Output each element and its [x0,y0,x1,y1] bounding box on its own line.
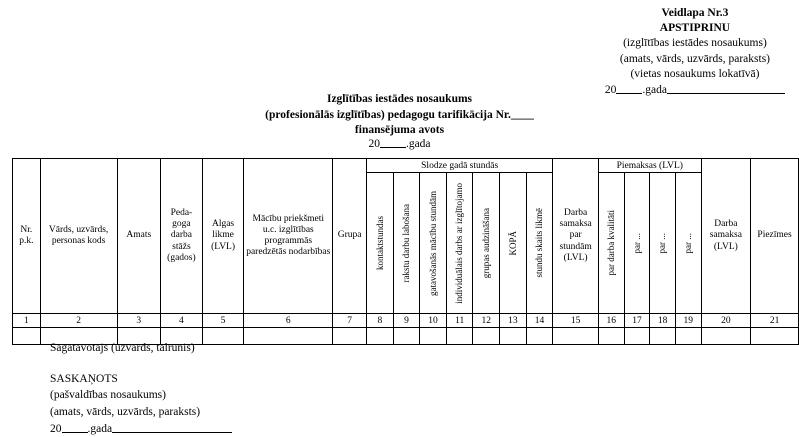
col-number: 8 [367,314,394,328]
header-cell-bonus-2 [624,173,650,314]
header-cell-group-tutoring [473,173,500,314]
footer-date-suffix: .gada [87,422,113,435]
header-cell-hours-per-rate [526,173,553,314]
position-name-hint: (amats, vārds, uzvārds, paraksts) [619,52,770,65]
header-label: Amats [126,230,152,241]
cell[interactable] [446,328,473,345]
tarification-table [12,158,799,345]
header-cell-name [40,159,117,314]
cell[interactable] [500,328,527,345]
agreed-label: SASKAŅOTS [50,372,118,385]
footer-position-hint: (amats, vārds, uzvārds, paraksts) [50,406,201,419]
title-line-1: Izglītības iestādes nosaukums [326,93,473,105]
footer-spacer [50,357,232,371]
header-label: par ... [631,232,642,254]
header-cell-nr [13,159,41,314]
col-number: 17 [624,314,650,328]
cell[interactable] [553,328,599,345]
group-header-load: Slodze gadā stundās [367,159,553,173]
col-number: 7 [333,314,367,328]
col-number: 12 [473,314,500,328]
cell[interactable] [333,328,367,345]
cell[interactable] [751,328,799,345]
header-cell-total-hours [500,173,527,314]
prepared-by-label: Sagatavotājs (uzvārds, tālrunis) [50,342,195,354]
footer-block [50,340,232,437]
header-cell-subjects [244,159,333,314]
header-cell-individual-work [446,173,473,314]
header-label: Piezīmes [757,230,792,241]
header-label: Algas likme (LVL) [211,219,236,252]
col-number: 21 [751,314,799,328]
cell[interactable] [675,328,701,345]
cell[interactable] [420,328,447,345]
header-cell-notes [751,159,799,314]
cell[interactable] [526,328,553,345]
cell[interactable] [244,328,333,345]
col-number: 18 [650,314,676,328]
header-right-block [605,6,785,98]
header-cell-total-pay [701,159,751,314]
header-cell-bonus-3 [650,173,676,314]
header-cell-hourly-pay [553,159,599,314]
cell[interactable] [473,328,500,345]
cell[interactable] [393,328,420,345]
header-label: individuālais darbs ar izglītojamo [454,182,465,304]
col-number: 14 [526,314,553,328]
title-date-line [0,136,799,150]
col-number: 4 [161,314,203,328]
header-cell-bonus-4 [675,173,701,314]
table-group-header-row [13,159,799,173]
header-label: grupas audzināšana [481,207,492,279]
page-title [0,92,799,139]
group-header-supplements: Piemaksas (LVL) [598,159,701,173]
col-number: 10 [420,314,447,328]
title-date-suffix: .gada [405,138,431,150]
header-label: KOPĀ [507,230,518,256]
header-cell-experience [161,159,203,314]
header-cell-group [333,159,367,314]
col-number: 1 [13,314,41,328]
header-date-suffix: .gada [642,83,667,96]
cell[interactable] [367,328,394,345]
col-number: 2 [40,314,117,328]
col-number: 11 [446,314,473,328]
header-label: Mācību priekšmeti u.c. izglītības programmās paredzētās nodarbības [246,213,331,258]
header-label: par ... [683,232,694,254]
title-date-blank [380,136,406,148]
header-label: stundu skaits likmē [534,208,545,278]
col-number: 20 [701,314,751,328]
table-numbering-row [13,314,799,328]
cell[interactable] [650,328,676,345]
header-label: Vārds, uzvārds, personas kods [48,224,109,246]
header-label: Peda-goga darba stāžs (gados) [167,207,196,263]
header-label: Nr. p.k. [19,224,34,246]
col-number: 13 [500,314,527,328]
form-number: Veidlapa Nr.3 [661,7,729,19]
header-label: kontaktstundas [374,216,385,270]
footer-date-prefix: 20 [50,422,62,435]
header-label: gatavošanās mācību stundām [427,190,438,296]
header-label: rakstu darbu labošana [401,203,412,283]
header-cell-rate [202,159,244,314]
header-cell-position [117,159,161,314]
header-label: Darba samaksa (LVL) [709,219,742,252]
col-number: 16 [598,314,624,328]
institution-name-hint: (izglītības iestādes nosaukums) [623,37,767,50]
header-cell-quality-bonus [598,173,624,314]
title-line-2: (profesionālās izglītības) pedagogu tarifikācija Nr.____ [265,108,534,121]
col-number: 6 [244,314,333,328]
cell[interactable] [598,328,624,345]
title-date-prefix: 20 [368,138,380,150]
approval-label: APSTIPRINU [659,22,731,35]
header-label: Darba samaksa par stundām (LVL) [559,207,592,263]
header-label: par ... [657,232,668,254]
municipality-hint: (pašvaldības nosaukums) [50,389,166,402]
col-number: 19 [675,314,701,328]
place-name-hint: (vietas nosaukums lokatīvā) [630,67,760,80]
col-number: 9 [393,314,420,328]
footer-date-line [50,421,232,437]
title-line-3: finansējuma avots [354,124,445,137]
col-number: 15 [553,314,599,328]
header-cell-lesson-prep [420,173,447,314]
cell[interactable] [624,328,650,345]
header-label: Grupa [337,230,362,241]
col-number: 5 [202,314,244,328]
cell[interactable] [13,328,41,345]
col-number: 3 [117,314,161,328]
header-date-prefix: 20 [604,83,617,96]
cell[interactable] [701,328,751,345]
header-cell-contact-hours [367,173,394,314]
header-cell-written-work [393,173,420,314]
header-label: par darba kvalitāti [606,210,617,276]
